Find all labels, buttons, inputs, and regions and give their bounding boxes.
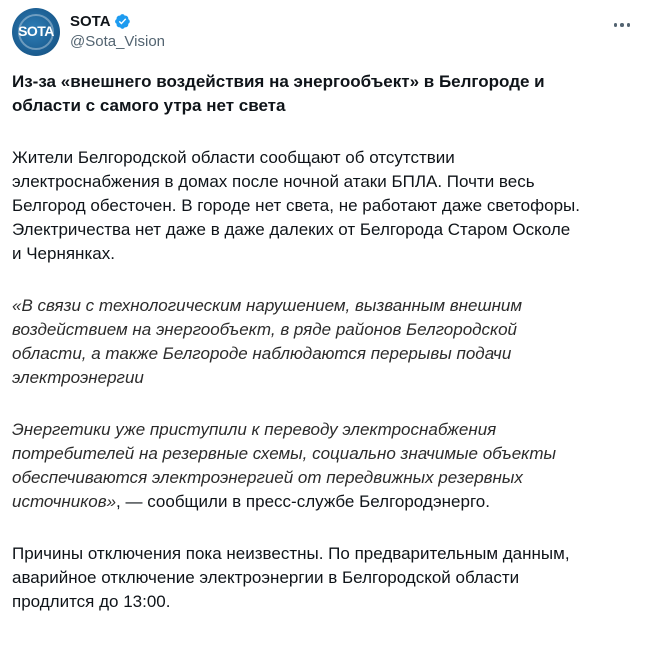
paragraph-3 <box>12 542 640 614</box>
more-dot <box>614 23 618 27</box>
text-line: электроснабжения в домах после ночной атаки БПЛА. Почти весь <box>12 172 535 191</box>
text-line: продлится до 13:00. <box>12 592 171 611</box>
text-line: Причины отключения пока неизвестны. По предварительным данным, <box>12 544 570 563</box>
text-line: Электричества нет даже в даже далеких от Белгорода Старом Осколе <box>12 220 571 239</box>
quote-line: обеспечиваются электроэнергией от передвижных резервных <box>12 468 523 487</box>
more-dot <box>627 23 631 27</box>
display-name[interactable]: SOTA <box>70 12 111 30</box>
attribution-text: , — сообщили в пресс-службе Белгородэнерго. <box>116 492 490 511</box>
text-line: и Чернянках. <box>12 244 115 263</box>
text-line: аварийное отключение электроэнергии в Белгородской области <box>12 568 520 587</box>
account-handle[interactable]: @Sota_Vision <box>70 33 166 50</box>
quote-line: электроэнергии <box>12 368 144 387</box>
verified-badge-icon <box>114 13 131 30</box>
headline-line: области с самого утра нет света <box>12 96 286 115</box>
quote-line: Энергетики уже приступили к переводу электроснабжения <box>12 420 497 439</box>
avatar[interactable] <box>12 8 60 56</box>
post-body <box>12 70 640 642</box>
quote-paragraph-2 <box>12 418 640 514</box>
quote-closing-line <box>12 490 640 514</box>
text-line: Белгород обесточен. В городе нет света, не работают даже светофоры. <box>12 196 580 215</box>
quote-end-italic: источников» <box>12 492 117 511</box>
account-names <box>70 11 165 50</box>
display-name-row <box>70 11 165 31</box>
quote-line: области, а также Белгороде наблюдаются перерывы подачи <box>12 344 512 363</box>
text-line: Жители Белгородской области сообщают об отсутствии <box>12 148 455 167</box>
more-dot <box>620 23 624 27</box>
quote-line: «В связи с технологическим нарушением, вызванным внешним <box>12 296 523 315</box>
headline-line: Из-за «внешнего воздействия на энергообъект» в Белгороде и <box>12 72 545 91</box>
quote-line: потребителей на резервные схемы, социально значимые объекты <box>12 444 557 463</box>
paragraph-1 <box>12 146 640 266</box>
post-header <box>12 8 635 56</box>
avatar-logo-text: SOTA <box>18 23 54 39</box>
quote-paragraph-1 <box>12 294 640 390</box>
post-headline <box>12 70 640 118</box>
quote-line: воздействием на энергообъект, в ряде районов Белгородской <box>12 320 517 339</box>
more-options-icon[interactable] <box>611 14 633 36</box>
